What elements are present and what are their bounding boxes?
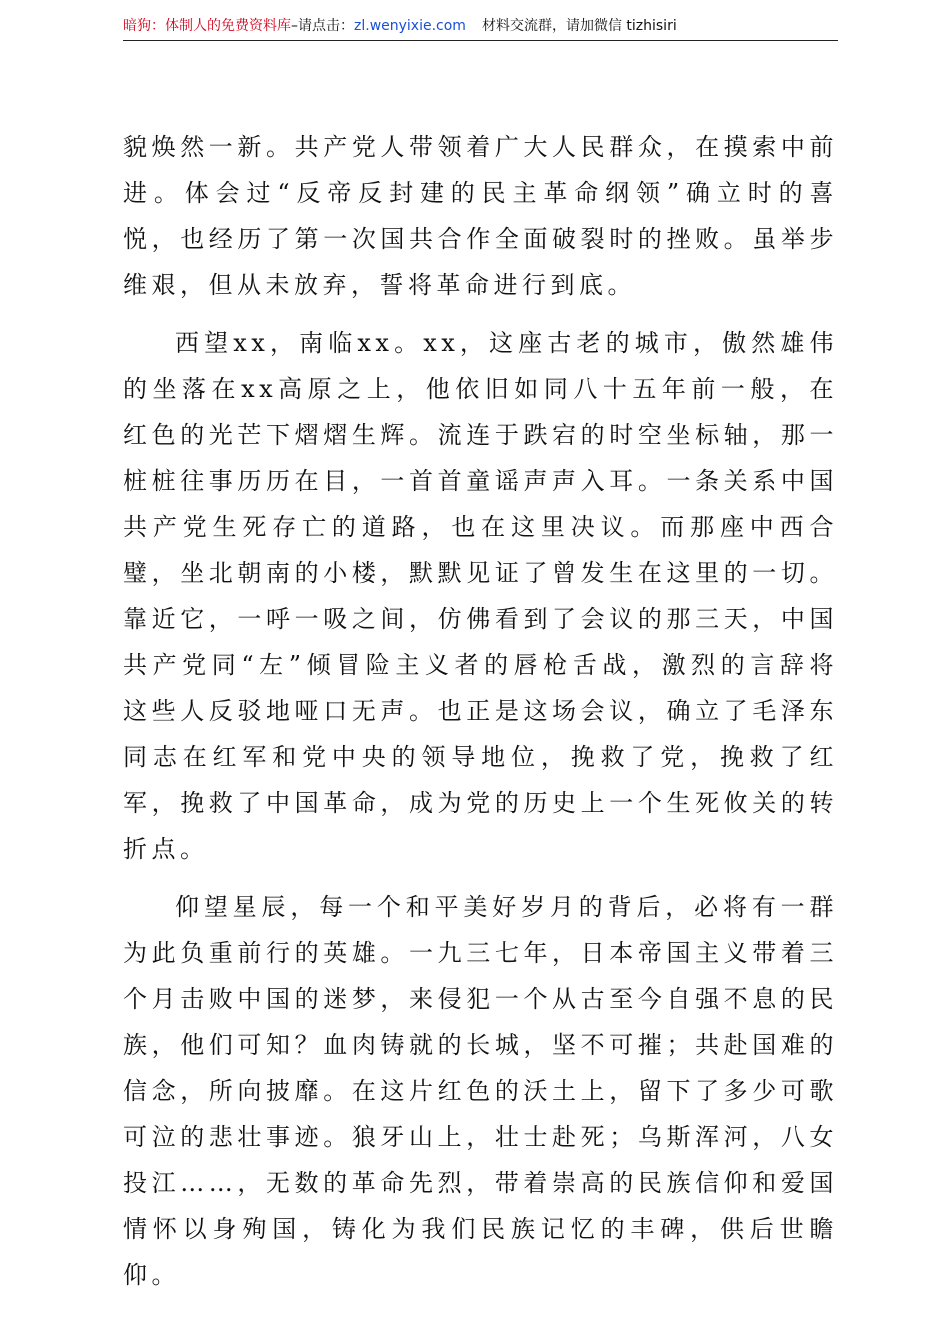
header-link[interactable]: zl.wenyixie.com: [354, 18, 466, 34]
paragraph-3: 仰望星辰，每一个和平美好岁月的背后，必将有一群为此负重前行的英雄。一九三七年，日本帝国主义带着三个月击败中国的迷梦，来侵犯一个从古至今自强不息的民族，他们可知？血肉铸就的长城，坚不可摧；共赴国难的信念，所向披靡。在这片红色的沃土上，留下了多少可歌可泣的悲壮事迹。狼牙山上，壮士赴死；乌斯浑河，八女投江……，无数的革命先烈，带着崇高的民族信仰和爱国情怀以身殉国，铸化为我们民族记忆的丰碑，供后世瞻仰。: [123, 893, 838, 1289]
header-divider: [123, 40, 838, 41]
header-click-prompt: –请点击：: [291, 18, 354, 34]
paragraph-2: 西望xx，南临xx。xx，这座古老的城市，傲然雄伟的坐落在xx高原之上，他依旧如同八十五年前一般，在红色的光芒下熠熠生辉。流连于跌宕的时空坐标轴，那一桩桩往事历历在目，一首首童谣声声入耳。一条关系中国共产党生死存亡的道路，也在这里决议。而那座中西合璧，坐北朝南的小楼，默默见证了曾发生在这里的一切。靠近它，一呼一吸之间，仿佛看到了会议的那三天，中国共产党同“左”倾冒险主义者的唇枪舌战，激烈的言辞将这些人反驳地哑口无声。也正是这场会议，确立了毛泽东同志在红军和党中央的领导地位，挽救了党，挽救了红军，挽救了中国革命，成为党的历史上一个生死攸关的转折点。: [123, 329, 838, 863]
document-body: [123, 124, 838, 1310]
header-brand: 暗狗：体制人的免费资料库: [123, 18, 291, 34]
paragraph-1: 貌焕然一新。共产党人带领着广大人民群众，在摸索中前进。体会过“反帝反封建的民主革命纲领”确立时的喜悦，也经历了第一次国共合作全面破裂时的挫败。虽举步维艰，但从未放弃，誓将革命进行到底。: [123, 133, 838, 299]
page-header: [123, 14, 838, 38]
header-contact: 材料交流群，请加微信 tizhisiri: [481, 18, 677, 34]
